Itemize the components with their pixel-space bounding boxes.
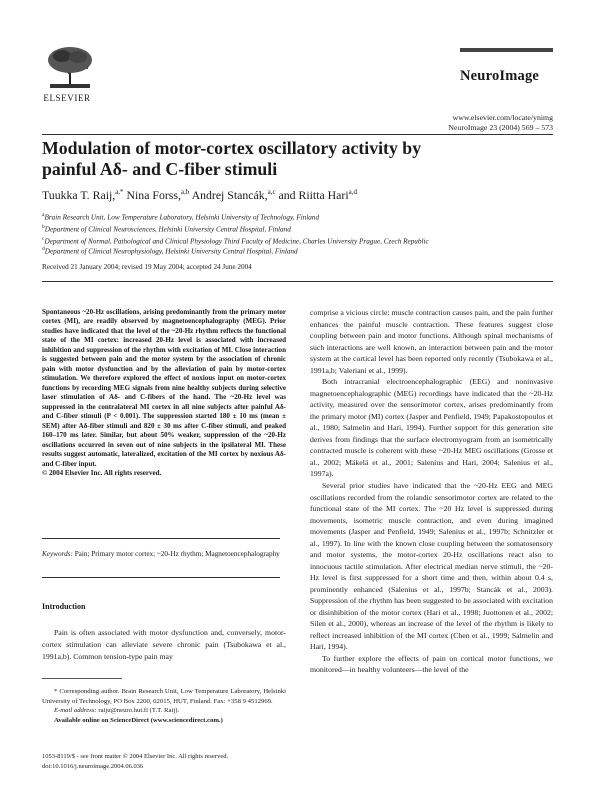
abstract-text: Spontaneous ~20-Hz oscillations, arising predominantly from the primary motor cortex (MI), are readily observed by magnetoencephalography (MEG). Prior studies have indicated that the level of the ~20-Hz rhythm reflects the functional state of the MI cortex: increased 20-Hz level is associated with increased inhibition and suppression of the rhythm with excitation of MI. Close interaction is suggested between pain and the motor system by the association of chronic pain with motor dysfunction and by the alleviation of pain by motor-cortex stimulation. We therefore explored the effect of noxious input on motor-cortex functions by recording MEG signals from nine healthy subjects during selective laser stimulation of Aδ- and C-fibers of the hand. The ~20-Hz level was suppressed in the contralateral MI cortex in all nine subjects after painful Aδ- and C-fiber stimuli (P < 0.001). The suppression started 180 ± 10 ms (mean ± SEM) after Aδ-fiber stimuli and 820 ± 30 ms after C-fiber stimuli, and peaked 160–170 ms later. Similar, but about 50% weaker, suppression of the ~20-Hz oscillations occurred in seven out of nine subjects in the ipsilateral MI. These results suggest automatic, lateralized, excitation of the MI cortex by noxious Aδ- and C-fiber input. xyxy=(42,308,286,468)
received-dates: Received 21 January 2004; revised 19 May 2004; accepted 24 June 2004 xyxy=(42,263,252,271)
affiliation xyxy=(42,224,553,233)
body-paragraph: Several prior studies have indicated that the ~20-Hz EEG and MEG oscillations recorded from the rolandic sensorimotor cortex are related to the functional state of the MI cortex. The ~20 Hz level is suppressed during movements, isometric muscle contraction, and even during imagined movements (Jasper and Penfield, 1949; Salenius et al., 1997b; Schnitzler et al., 1997). In line with the known close coupling between the somatosensory and motor systems, the motor-cortex 20-Hz oscillations react also to innocuous tactile stimulation. After electrical median nerve stimuli, the ~20-Hz level is first suppressed for a short time and then, within about 0.4 s, prominently enhanced (Salenius et al., 1997b; Stancák et al., 2003). Suppression of the rhythm has been suggested to be associated with excitation or disinhibition of the motor cortex (Hari et al., 1998; Juottonen et al., 2002; Silen et al., 2000), whereas an increase of the level of the rhythm is likely to reflect increased inhibition of the MI cortex (Chen et al., 1999; Salmelin and Hari, 1994). xyxy=(310,480,553,652)
author-affil-sup: a,c xyxy=(267,188,276,197)
header-divider xyxy=(42,134,553,135)
issn-line: 1053-8119/$ - see front matter © 2004 Elsevier Inc. All rights reserved. xyxy=(42,753,229,760)
affiliation xyxy=(42,236,553,245)
affiliation xyxy=(42,246,553,255)
author-name: and Riitta Hari xyxy=(275,188,349,202)
author-name: Andrej Stancák, xyxy=(189,188,268,202)
affiliation xyxy=(42,212,553,221)
body-paragraph: Both intracranial electroencephalographic (EEG) and noninvasive magnetoencephalographic (MEG) recordings have indicated that the ~20-Hz activity, measured over the sensorimotor cortex, arises predominantly from the primary motor (MI) cortex (Jasper and Penfield, 1949; Papakostopoulos et al., 1980; Salmelin and Hari, 1994). Further support for this generation site derives from findings that the surface electromyogram from an isometrically contracted muscle is coherent with these ~20-Hz MEG oscillations (Grosse et al., 2002; Mäkelä et al., 2001; Salenius and Hari, 2004; Salenius et al., 1997a). xyxy=(310,377,553,479)
footnote-rule xyxy=(42,678,122,679)
abstract xyxy=(42,308,286,479)
keywords-top-rule xyxy=(42,538,280,539)
author-affil-sup: a,b xyxy=(180,188,190,197)
abstract-copyright: © 2004 Elsevier Inc. All rights reserved. xyxy=(42,469,162,478)
affiliation-text: Department of Normal, Pathological and Clinical Physiology Third Faculty of Medicine, Charles University Prague, Czech Republic xyxy=(44,237,429,246)
affiliation-sup: d xyxy=(42,246,45,252)
keywords xyxy=(42,549,286,561)
author-name: Tuukka T. Raij, xyxy=(42,188,116,202)
article-title: Modulation of motor-cortex oscillatory activity by painful Aδ- and C-fiber stimuli xyxy=(42,138,422,179)
body-right-column xyxy=(310,307,553,676)
section-heading-introduction: Introduction xyxy=(42,602,86,611)
corresponding-author-note: * Corresponding author. Brain Research Unit, Low Temperature Laboratory, Helsinki University of Technology, PO Box 2200, 02015, HUT, Finland. Fax: +358 9 4512969. xyxy=(42,688,286,705)
affiliation-sup: b xyxy=(42,224,45,230)
author-affil-sup: a,* xyxy=(115,188,124,197)
body-paragraph: To further explore the effects of pain on cortical motor functions, we monitored—in healthy volunteers—the level of the xyxy=(310,653,553,675)
email-address[interactable]: raiju@neuro.hut.fi (T.T. Raij). xyxy=(96,707,180,715)
journal-reference: NeuroImage 23 (2004) 569 – 573 xyxy=(448,123,553,132)
doi-line[interactable]: doi:10.1016/j.neuroimage.2004.06.036 xyxy=(42,763,144,770)
body-paragraph: comprise a vicious circle: muscle contraction causes pain, and the pain further enhances the painful muscle contraction. These features suggest close coupling between pain and motor functions. Although spinal mechanisms of such interactions are well known, an interaction between pain and the motor system at the cortical level has been reported only recently (Tsubokawa et al., 1991a,b; Valeriani et al., 1999). xyxy=(310,308,553,375)
author-list xyxy=(42,188,553,203)
affiliation-sup: a xyxy=(42,212,45,218)
journal-url[interactable]: www.elsevier.com/locate/ynimg xyxy=(452,113,553,122)
author-affil-sup: a,d xyxy=(348,188,357,197)
title-divider xyxy=(42,281,553,282)
email-line xyxy=(42,706,286,716)
email-label: E-mail address: xyxy=(54,707,97,715)
online-availability: Available online on ScienceDirect (www.sciencedirect.com.) xyxy=(54,717,223,725)
elsevier-tree-logo xyxy=(42,44,98,90)
issn-block xyxy=(42,752,228,772)
publisher-name: ELSEVIER xyxy=(43,93,91,103)
affiliation-text: Department of Clinical Neurosciences, Helsinki University Central Hospital, Finland xyxy=(44,225,291,234)
intro-paragraph: Pain is often associated with motor dysfunction and, conversely, motor-cortex stimulation can alleviate severe chronic pain (Tsubokawa et al., 1991a,b). Common tension-type pain may xyxy=(42,628,286,661)
affiliation-text: Brain Research Unit, Low Temperature Laboratory, Helsinki University of Technology, Finland xyxy=(44,213,320,222)
footnote xyxy=(42,687,286,726)
keywords-label: Keywords: xyxy=(42,550,73,558)
journal-logo: NeuroImage xyxy=(460,68,540,84)
author-name: Nina Forss, xyxy=(123,188,181,202)
affiliation-text: Department of Clinical Neurophysiology, Helsinki University Central Hospital, Finland xyxy=(44,247,298,256)
keywords-bottom-rule xyxy=(42,577,280,578)
affiliation-sup: c xyxy=(42,236,45,242)
journal-logo-rule xyxy=(460,48,553,52)
keywords-text: Pain; Primary motor cortex; ~20-Hz rhythm; Magnetoencephalography xyxy=(72,550,280,558)
